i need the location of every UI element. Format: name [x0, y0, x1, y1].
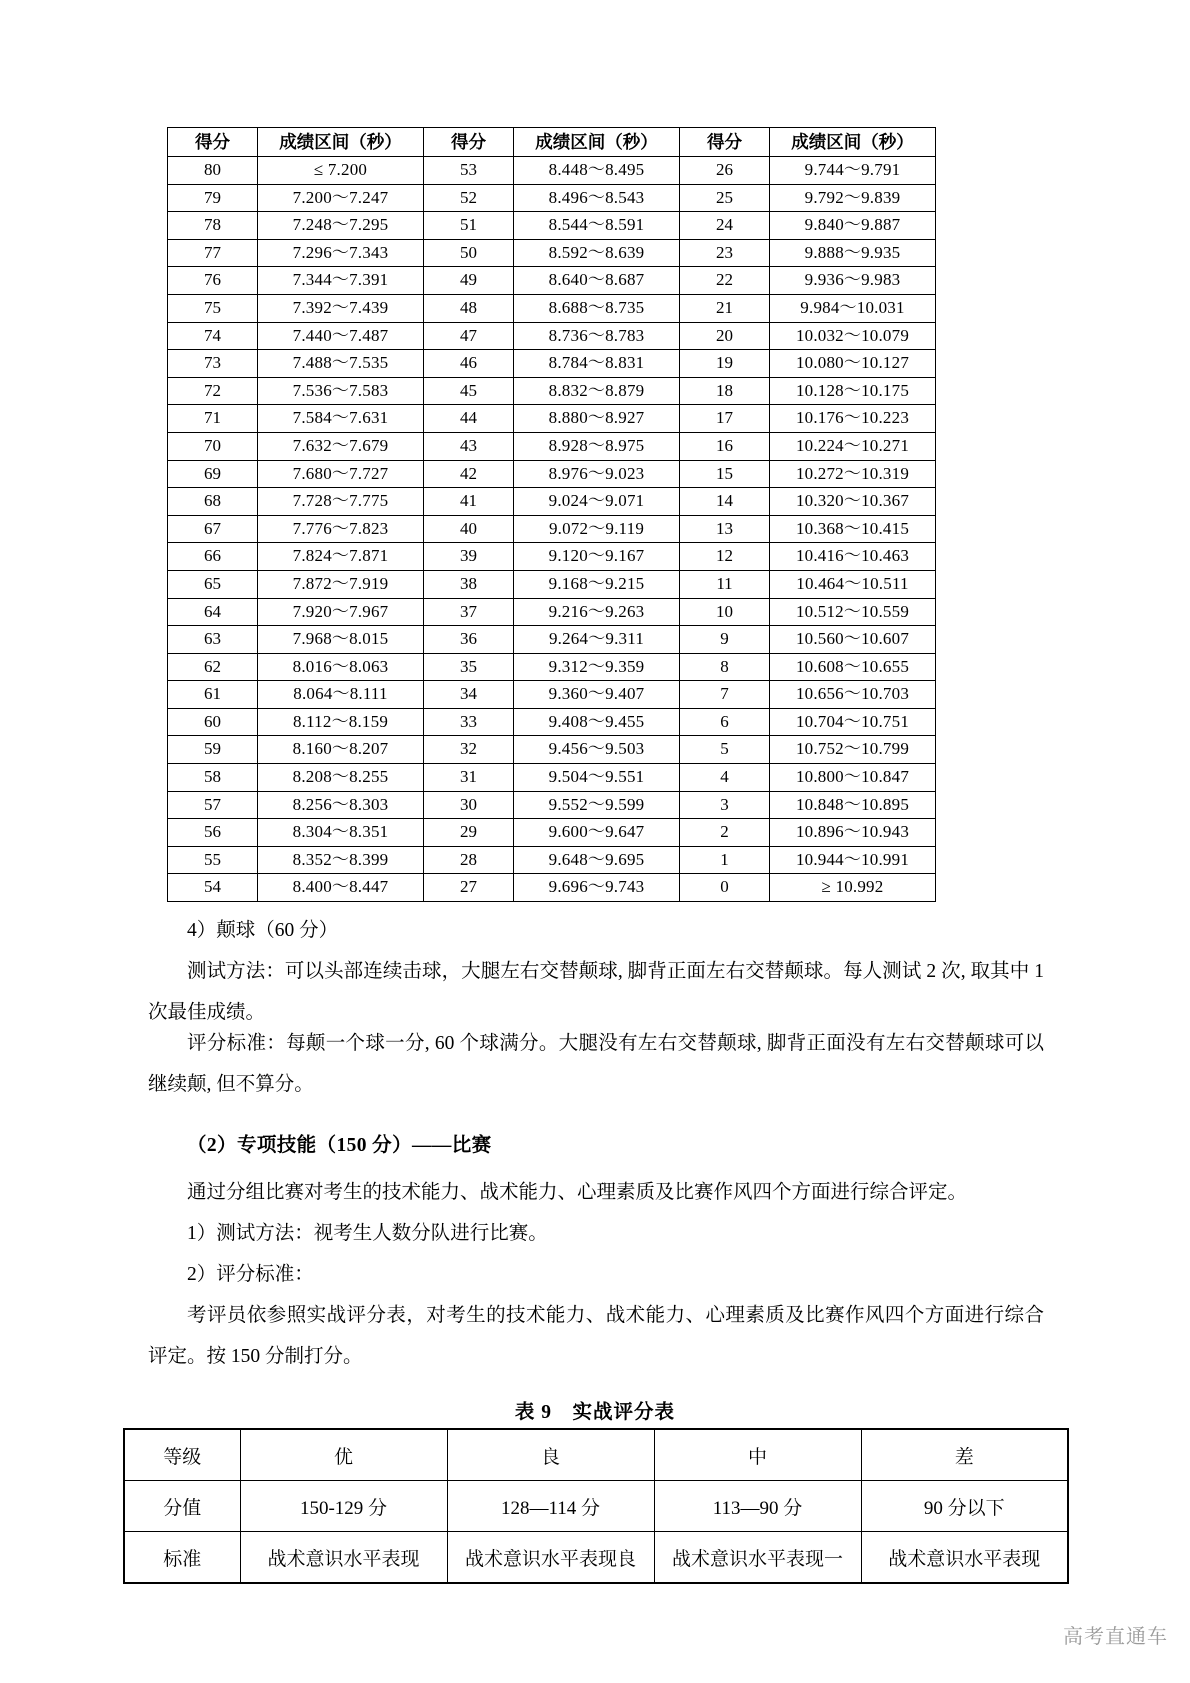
cell-score: 29: [424, 819, 514, 847]
table-row: [168, 350, 936, 378]
cell-score: 58: [168, 764, 258, 792]
cell-range: 8.832～8.879: [514, 377, 680, 405]
table-row: [124, 1429, 1068, 1481]
table-row: [168, 184, 936, 212]
cell-range: 8.496～8.543: [514, 184, 680, 212]
cell-score: 47: [424, 322, 514, 350]
cell-range: 9.456～9.503: [514, 736, 680, 764]
cell-range: 10.128～10.175: [770, 377, 936, 405]
cell-score: 55: [168, 846, 258, 874]
cell-score: 9: [680, 626, 770, 654]
cell-value: 优: [240, 1429, 447, 1481]
cell-value: 150-129 分: [240, 1481, 447, 1532]
cell-score: 50: [424, 239, 514, 267]
cell-range: 8.880～8.927: [514, 405, 680, 433]
cell-value: 113—90 分: [654, 1481, 861, 1532]
section2-intro-paragraph: 通过分组比赛对考生的技术能力、战术能力、心理素质及比赛作风四个方面进行综合评定。: [187, 1182, 968, 1203]
cell-score: 53: [424, 157, 514, 185]
cell-score: 49: [424, 267, 514, 295]
cell-score: 35: [424, 653, 514, 681]
juggling-criteria-paragraph: 评分标准：每颠一个球一分, 60 个球满分。大腿没有左右交替颠球, 脚背正面没有左右交替颠球可以继续颠, 但不算分。: [148, 1033, 1044, 1095]
cell-score: 19: [680, 350, 770, 378]
cell-score: 28: [424, 846, 514, 874]
cell-range: 9.120～9.167: [514, 543, 680, 571]
cell-score: 21: [680, 294, 770, 322]
cell-value: 90 分以下: [861, 1481, 1068, 1532]
cell-score: 56: [168, 819, 258, 847]
cell-range: 10.320～10.367: [770, 488, 936, 516]
table-row: [168, 736, 936, 764]
cell-range: 9.840～9.887: [770, 212, 936, 240]
cell-score: 10: [680, 598, 770, 626]
score-interval-table: [167, 127, 936, 902]
cell-range: 10.560～10.607: [770, 626, 936, 654]
cell-score: 59: [168, 736, 258, 764]
cell-score: 36: [424, 626, 514, 654]
table-row: [168, 432, 936, 460]
cell-score: 18: [680, 377, 770, 405]
cell-score: 13: [680, 515, 770, 543]
cell-score: 46: [424, 350, 514, 378]
cell-range: 9.504～9.551: [514, 764, 680, 792]
table-row: [168, 543, 936, 571]
cell-range: 7.824～7.871: [258, 543, 424, 571]
cell-score: 33: [424, 708, 514, 736]
cell-score: 41: [424, 488, 514, 516]
cell-score: 51: [424, 212, 514, 240]
cell-range: ≤ 7.200: [258, 157, 424, 185]
cell-range: ≥ 10.992: [770, 874, 936, 902]
cell-range: 9.264～9.311: [514, 626, 680, 654]
cell-value: 战术意识水平表现: [861, 1532, 1068, 1584]
cell-score: 75: [168, 294, 258, 322]
table9-container: [123, 1428, 1067, 1584]
cell-range: 8.016～8.063: [258, 653, 424, 681]
table-row: [124, 1481, 1068, 1532]
cell-score: 64: [168, 598, 258, 626]
cell-range: 9.216～9.263: [514, 598, 680, 626]
cell-score: 65: [168, 570, 258, 598]
cell-score: 73: [168, 350, 258, 378]
cell-range: 8.352～8.399: [258, 846, 424, 874]
cell-range: 7.536～7.583: [258, 377, 424, 405]
table-header-row: [168, 128, 936, 157]
cell-range: 7.200～7.247: [258, 184, 424, 212]
cell-score: 30: [424, 791, 514, 819]
cell-range: 8.928～8.975: [514, 432, 680, 460]
cell-value: 差: [861, 1429, 1068, 1481]
cell-score: 32: [424, 736, 514, 764]
table-row: [168, 653, 936, 681]
cell-range: 9.360～9.407: [514, 681, 680, 709]
section2-criteria-paragraph: 考评员依参照实战评分表，对考生的技术能力、战术能力、心理素质及比赛作风四个方面进行综合评定。按 150 分制打分。: [148, 1305, 1044, 1367]
section2-criteria-label: 2）评分标准：: [187, 1264, 314, 1285]
cell-score: 76: [168, 267, 258, 295]
table-row: [168, 570, 936, 598]
cell-range: 10.368～10.415: [770, 515, 936, 543]
cell-score: 67: [168, 515, 258, 543]
table-row: [168, 626, 936, 654]
cell-value: 战术意识水平表现一: [654, 1532, 861, 1584]
table-row: [168, 267, 936, 295]
cell-range: 8.208～8.255: [258, 764, 424, 792]
cell-range: 8.592～8.639: [514, 239, 680, 267]
cell-range: 10.272～10.319: [770, 460, 936, 488]
juggling-method-paragraph: 测试方法：可以头部连续击球，大腿左右交替颠球, 脚背正面左右交替颠球。每人测试 2 次, 取其中 1 次最佳成绩。: [148, 961, 1044, 1023]
cell-range: 8.400～8.447: [258, 874, 424, 902]
cell-range: 7.344～7.391: [258, 267, 424, 295]
cell-score: 7: [680, 681, 770, 709]
table-row: [168, 874, 936, 902]
cell-score: 69: [168, 460, 258, 488]
cell-score: 11: [680, 570, 770, 598]
cell-range: 9.072～9.119: [514, 515, 680, 543]
cell-score: 45: [424, 377, 514, 405]
cell-score: 24: [680, 212, 770, 240]
cell-range: 8.448～8.495: [514, 157, 680, 185]
cell-score: 63: [168, 626, 258, 654]
table-row: [168, 460, 936, 488]
cell-value: 战术意识水平表现: [240, 1532, 447, 1584]
score-interval-table-container: [167, 127, 935, 902]
cell-range: 7.920～7.967: [258, 598, 424, 626]
cell-value: 128—114 分: [447, 1481, 654, 1532]
cell-score: 3: [680, 791, 770, 819]
watermark-label: 高考直通车: [1063, 1626, 1168, 1648]
cell-score: 31: [424, 764, 514, 792]
cell-range: 9.552～9.599: [514, 791, 680, 819]
table9-body: [124, 1429, 1068, 1583]
cell-range: 8.112～8.159: [258, 708, 424, 736]
cell-score: 16: [680, 432, 770, 460]
row-label: 标准: [124, 1532, 240, 1584]
table-row: [168, 157, 936, 185]
cell-score: 1: [680, 846, 770, 874]
cell-range: 8.736～8.783: [514, 322, 680, 350]
table-row: [168, 764, 936, 792]
cell-score: 25: [680, 184, 770, 212]
cell-range: 10.080～10.127: [770, 350, 936, 378]
cell-range: 9.024～9.071: [514, 488, 680, 516]
cell-score: 22: [680, 267, 770, 295]
cell-score: 43: [424, 432, 514, 460]
cell-range: 7.728～7.775: [258, 488, 424, 516]
cell-score: 60: [168, 708, 258, 736]
cell-range: 7.872～7.919: [258, 570, 424, 598]
cell-score: 77: [168, 239, 258, 267]
cell-range: 9.600～9.647: [514, 819, 680, 847]
cell-range: 9.792～9.839: [770, 184, 936, 212]
table-row: [168, 488, 936, 516]
cell-range: 8.064～8.111: [258, 681, 424, 709]
cell-range: 10.416～10.463: [770, 543, 936, 571]
cell-range: 10.704～10.751: [770, 708, 936, 736]
cell-range: 7.392～7.439: [258, 294, 424, 322]
cell-score: 68: [168, 488, 258, 516]
cell-range: 8.160～8.207: [258, 736, 424, 764]
cell-score: 15: [680, 460, 770, 488]
cell-score: 72: [168, 377, 258, 405]
cell-score: 14: [680, 488, 770, 516]
cell-range: 10.176～10.223: [770, 405, 936, 433]
cell-range: 9.936～9.983: [770, 267, 936, 295]
cell-score: 44: [424, 405, 514, 433]
cell-range: 10.752～10.799: [770, 736, 936, 764]
cell-range: 8.256～8.303: [258, 791, 424, 819]
table-row: [168, 515, 936, 543]
cell-range: 8.784～8.831: [514, 350, 680, 378]
cell-range: 9.984～10.031: [770, 294, 936, 322]
cell-range: 10.800～10.847: [770, 764, 936, 792]
table-row: [168, 819, 936, 847]
cell-score: 2: [680, 819, 770, 847]
cell-range: 8.976～9.023: [514, 460, 680, 488]
cell-score: 80: [168, 157, 258, 185]
cell-value: 良: [447, 1429, 654, 1481]
cell-score: 70: [168, 432, 258, 460]
table-row: [168, 708, 936, 736]
cell-score: 26: [680, 157, 770, 185]
cell-score: 74: [168, 322, 258, 350]
cell-range: 8.640～8.687: [514, 267, 680, 295]
cell-range: 9.648～9.695: [514, 846, 680, 874]
cell-range: 10.656～10.703: [770, 681, 936, 709]
cell-score: 23: [680, 239, 770, 267]
cell-score: 39: [424, 543, 514, 571]
table-row: [168, 681, 936, 709]
cell-range: 10.032～10.079: [770, 322, 936, 350]
cell-range: 10.896～10.943: [770, 819, 936, 847]
cell-score: 48: [424, 294, 514, 322]
table-row: [168, 598, 936, 626]
cell-score: 4: [680, 764, 770, 792]
cell-range: 9.312～9.359: [514, 653, 680, 681]
cell-range: 7.248～7.295: [258, 212, 424, 240]
cell-range: 10.224～10.271: [770, 432, 936, 460]
cell-range: 7.680～7.727: [258, 460, 424, 488]
cell-score: 6: [680, 708, 770, 736]
cell-value: 战术意识水平表现良: [447, 1532, 654, 1584]
cell-score: 61: [168, 681, 258, 709]
cell-range: 7.776～7.823: [258, 515, 424, 543]
row-label: 分值: [124, 1481, 240, 1532]
cell-range: 10.512～10.559: [770, 598, 936, 626]
column-header-range-1: 成绩区间（秒）: [258, 128, 424, 157]
cell-value: 中: [654, 1429, 861, 1481]
cell-score: 5: [680, 736, 770, 764]
cell-range: 10.464～10.511: [770, 570, 936, 598]
section2-method-paragraph: 1）测试方法：视考生人数分队进行比赛。: [187, 1223, 548, 1244]
cell-score: 37: [424, 598, 514, 626]
score-table-body: [168, 157, 936, 902]
cell-score: 34: [424, 681, 514, 709]
cell-score: 38: [424, 570, 514, 598]
cell-score: 42: [424, 460, 514, 488]
table-row: [168, 212, 936, 240]
cell-range: 10.944～10.991: [770, 846, 936, 874]
cell-range: 7.968～8.015: [258, 626, 424, 654]
cell-score: 78: [168, 212, 258, 240]
column-header-range-2: 成绩区间（秒）: [514, 128, 680, 157]
table-row: [168, 294, 936, 322]
table9-caption: 表 9 实战评分表: [514, 1402, 676, 1423]
cell-score: 0: [680, 874, 770, 902]
cell-score: 57: [168, 791, 258, 819]
cell-score: 62: [168, 653, 258, 681]
combat-scoring-table: [123, 1428, 1069, 1584]
section2-heading: （2）专项技能（150 分）——比赛: [187, 1135, 492, 1156]
cell-range: 7.296～7.343: [258, 239, 424, 267]
table-row: [168, 846, 936, 874]
cell-range: 10.608～10.655: [770, 653, 936, 681]
cell-score: 20: [680, 322, 770, 350]
table-row: [168, 239, 936, 267]
cell-range: 8.544～8.591: [514, 212, 680, 240]
cell-range: 10.848～10.895: [770, 791, 936, 819]
cell-score: 12: [680, 543, 770, 571]
column-header-range-3: 成绩区间（秒）: [770, 128, 936, 157]
row-label: 等级: [124, 1429, 240, 1481]
table-row: [168, 791, 936, 819]
table-row: [168, 377, 936, 405]
cell-score: 79: [168, 184, 258, 212]
juggling-heading: 4）颠球（60 分）: [187, 920, 339, 941]
column-header-score-3: 得分: [680, 128, 770, 157]
cell-score: 17: [680, 405, 770, 433]
cell-score: 40: [424, 515, 514, 543]
cell-score: 8: [680, 653, 770, 681]
cell-range: 7.440～7.487: [258, 322, 424, 350]
cell-range: 9.408～9.455: [514, 708, 680, 736]
cell-range: 9.888～9.935: [770, 239, 936, 267]
cell-range: 7.488～7.535: [258, 350, 424, 378]
column-header-score-1: 得分: [168, 128, 258, 157]
cell-range: 9.744～9.791: [770, 157, 936, 185]
cell-score: 52: [424, 184, 514, 212]
cell-range: 7.632～7.679: [258, 432, 424, 460]
cell-score: 54: [168, 874, 258, 902]
cell-score: 66: [168, 543, 258, 571]
cell-range: 8.688～8.735: [514, 294, 680, 322]
cell-score: 27: [424, 874, 514, 902]
cell-range: 8.304～8.351: [258, 819, 424, 847]
table-row: [168, 405, 936, 433]
cell-range: 7.584～7.631: [258, 405, 424, 433]
cell-score: 71: [168, 405, 258, 433]
table-row: [168, 322, 936, 350]
column-header-score-2: 得分: [424, 128, 514, 157]
table-row: [124, 1532, 1068, 1584]
cell-range: 9.168～9.215: [514, 570, 680, 598]
cell-range: 9.696～9.743: [514, 874, 680, 902]
